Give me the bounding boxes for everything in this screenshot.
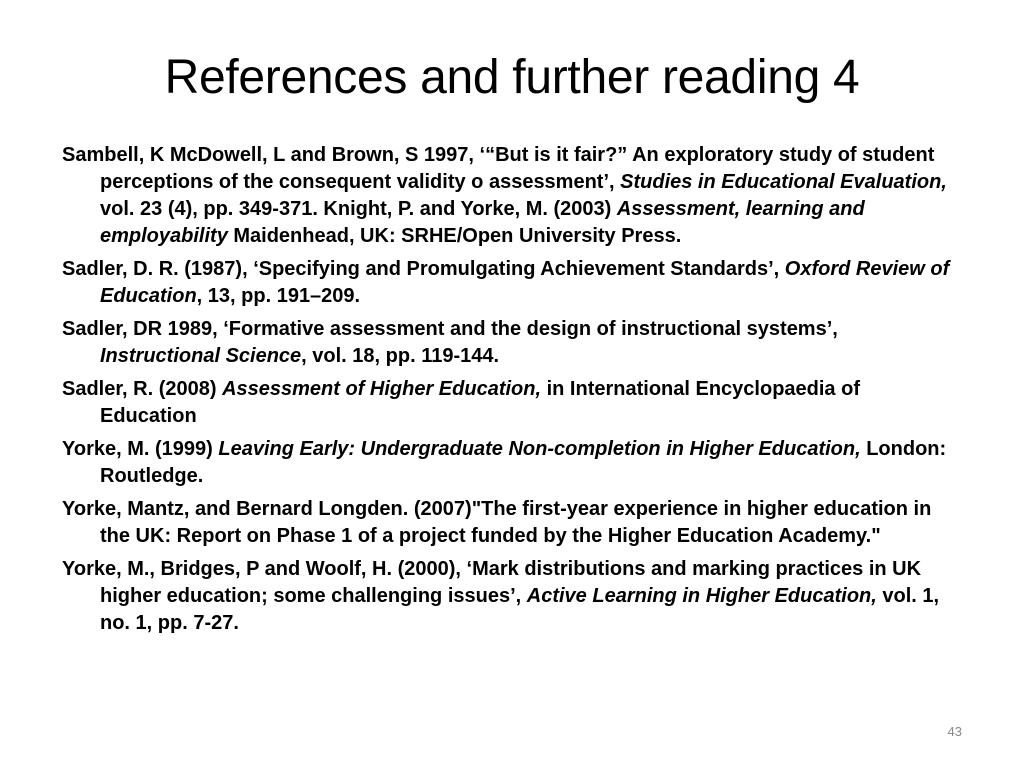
reference-text: , 13, pp. 191–209.	[196, 285, 361, 307]
reference-text: in International Encyclopaedia of Education	[100, 378, 860, 427]
reference-text: Yorke, Mantz, and Bernard Longden. (2007)"The first-year experience in higher education in the UK: Report on Phase 1 of a project funded by the Higher Education Academy."	[62, 498, 932, 547]
reference-text: , vol. 18, pp. 119-144.	[301, 345, 500, 367]
reference-text: Sambell, K McDowell, L and Brown, S 1997, ‘“But is it fair?” An exploratory study of student perceptions of the consequent validity o assessment’,	[62, 144, 935, 193]
reference-item	[62, 316, 962, 370]
reference-italic-text: Assessment of Higher Education,	[222, 378, 542, 400]
reference-item	[62, 496, 962, 550]
reference-text: Maidenhead, UK: SRHE/Open University Press.	[227, 225, 682, 247]
reference-item	[62, 556, 962, 637]
reference-text: Sadler, R. (2008)	[62, 378, 223, 400]
reference-text: London: Routledge.	[100, 438, 947, 487]
reference-item	[62, 256, 962, 310]
reference-italic-text: Active Learning in Higher Education,	[526, 585, 877, 607]
reference-text: Yorke, M. (1999)	[62, 438, 219, 460]
reference-italic-text: Studies in Educational Evaluation,	[620, 171, 947, 193]
reference-text: vol. 1, no. 1, pp. 7-27.	[100, 585, 940, 634]
reference-item	[62, 142, 962, 250]
reference-list	[62, 142, 962, 643]
reference-italic-text: Leaving Early: Undergraduate Non-completion in Higher Education,	[218, 438, 861, 460]
reference-italic-text: Assessment, learning and employability	[100, 198, 865, 247]
reference-text: Sadler, D. R. (1987), ‘Specifying and Promulgating Achievement Standards’,	[62, 258, 785, 280]
reference-italic-text: Instructional Science	[100, 345, 302, 367]
reference-text: vol. 23 (4), pp. 349-371. Knight, P. and Yorke, M. (2003)	[100, 198, 617, 220]
slide-number: 43	[947, 724, 962, 739]
reference-text: Yorke, M., Bridges, P and Woolf, H. (2000), ‘Mark distributions and marking practices in UK higher education; some challenging issues’,	[62, 558, 922, 607]
reference-item	[62, 376, 962, 430]
reference-item	[62, 436, 962, 490]
slide-title: References and further reading 4	[164, 51, 860, 104]
reference-text: Sadler, DR 1989, ‘Formative assessment and the design of instructional systems’,	[62, 318, 838, 340]
reference-italic-text: Oxford Review of Education	[100, 258, 950, 307]
